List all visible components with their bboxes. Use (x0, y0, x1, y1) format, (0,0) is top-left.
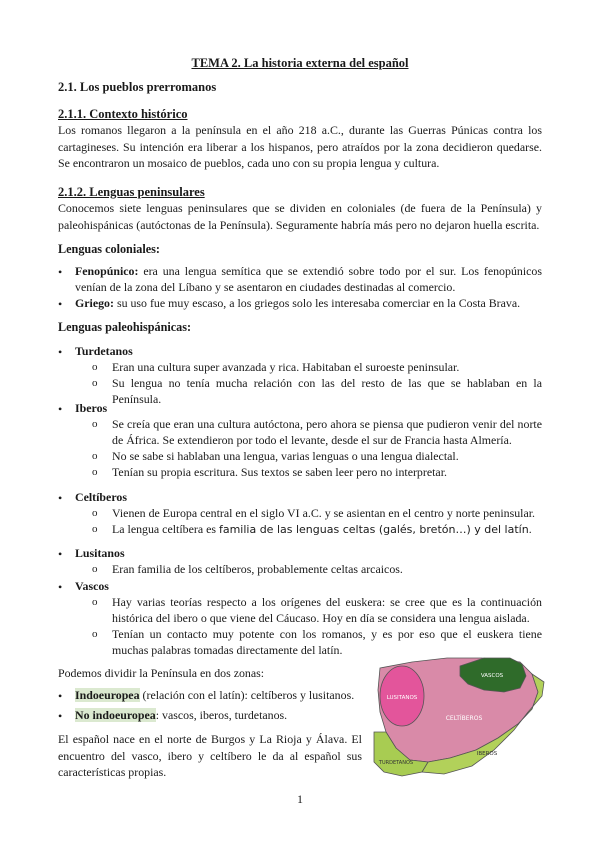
circle-bullet-icon: o (92, 628, 98, 640)
vascos-item: Hay varias teorías respecto a los orígenes del euskera: se cree que es la continuación histórica del ibero o que viene del Cáucaso. Hoy en día se considera una lengua aislada. (112, 595, 542, 626)
circle-bullet-icon: o (92, 523, 98, 535)
list-item-fenopunico (75, 263, 542, 295)
lenguas-paragraph (58, 200, 542, 233)
celtiberos-period: . (528, 522, 532, 536)
bullet-icon: • (58, 689, 63, 703)
bullet-icon: • (58, 297, 63, 311)
iberos-item: Tenían su propia escritura. Sus textos se saben leer pero no interpretar. (112, 465, 447, 479)
zona-no-indoeuropea (75, 707, 365, 723)
circle-bullet-icon: o (92, 507, 98, 519)
vascos-item: Tenían un contacto muy potente con los romanos, y es por eso que el euskera tiene muchas palabras tomadas directamente del latín. (112, 627, 542, 658)
indoeuropea-text: (relación con el latín): celtíberos y lusitanos. (139, 688, 355, 702)
lusitanos-item: Eran familia de los celtíberos, probablemente celtas arcaicos. (112, 562, 403, 576)
zona-indoeuropea (75, 687, 365, 703)
closing-paragraph: El español nace en el norte de Burgos y La Rioja y Álava. El encuentro del vasco, ibero y celtíbero le da al español sus características propias. (58, 732, 362, 779)
bullet-icon: • (58, 547, 63, 561)
map-label-turdetanos: TURDETANOS (378, 760, 414, 766)
circle-bullet-icon: o (92, 450, 98, 462)
bullet-icon: • (58, 491, 63, 505)
lenguas-line: Conocemos siete lenguas peninsulares que se dividen en coloniales (de fuera de la Península) y (58, 201, 542, 215)
text-griego: su uso fue muy escaso, a los griegos solo les interesaba comerciar en la Costa Brava. (113, 296, 521, 310)
contexto-line: Los romanos llegaron a la península en el año 218 a.C., durante las Guerras Púnicas contra los (58, 123, 542, 137)
bullet-icon: • (58, 345, 63, 359)
lenguas-heading: 2.1.2. Lenguas peninsulares (58, 185, 205, 199)
term-griego: Griego: (75, 296, 114, 310)
list-item-griego (75, 295, 542, 311)
no-indoeuropea-term: No indoeuropea (75, 708, 156, 722)
celtiberos-item: Vienen de Europa central en el siglo VI a.C. y se asientan en el centro y norte peninsular. (112, 506, 536, 520)
celtiberos-item (112, 521, 542, 538)
lusitanos-label: Lusitanos (75, 546, 125, 560)
section-heading: 2.1. Los pueblos prerromanos (58, 80, 217, 94)
contexto-line: Se encontraron un mosaico de pueblos, cada uno con su propia lengua y cultura. (58, 156, 440, 170)
iberos-item: No se sabe si hablaban una lengua, varias lenguas o una lengua dialectal. (112, 449, 459, 463)
circle-bullet-icon: o (92, 466, 98, 478)
page-number: 1 (297, 792, 303, 806)
celtiberos-family-text: familia de las lenguas celtas (galés, bretón…) y del latín (218, 523, 529, 536)
circle-bullet-icon: o (92, 361, 98, 373)
bullet-icon: • (58, 580, 63, 594)
coloniales-heading: Lenguas coloniales: (58, 242, 160, 256)
map-label-iberos: IBEROS (476, 751, 498, 757)
term-fenopunico: Fenopúnico: (75, 264, 139, 278)
circle-bullet-icon: o (92, 596, 98, 608)
bullet-icon: • (58, 265, 63, 279)
contexto-paragraph (58, 122, 542, 172)
pre-roman-peoples-map (372, 654, 547, 779)
celtiberos-label: Celtíberos (75, 490, 127, 504)
turdetanos-label: Turdetanos (75, 344, 133, 358)
no-indoeuropea-text: : vascos, iberos, turdetanos. (155, 708, 288, 722)
contexto-heading: 2.1.1. Contexto histórico (58, 107, 188, 121)
bullet-icon: • (58, 402, 63, 416)
zonas-intro: Podemos dividir la Península en dos zonas: (58, 666, 265, 680)
document-title: TEMA 2. La historia externa del español (191, 56, 409, 70)
turdetanos-item: Su lengua no tenía mucha relación con las del resto de las que se hablaban en la Península. (112, 376, 542, 407)
turdetanos-item: Eran una cultura super avanzada y rica. Habitaban el suroeste peninsular. (112, 360, 460, 374)
lenguas-line: paleohispánicas (autóctonas de la Península). Seguramente habría más pero no dejaron huella escrita. (58, 217, 540, 232)
iberos-label: Iberos (75, 401, 108, 415)
indoeuropea-term: Indoeuropea (75, 688, 140, 702)
bullet-icon: • (58, 709, 63, 723)
vascos-label: Vascos (75, 579, 109, 593)
map-label-vascos: VASCOS (480, 673, 504, 679)
paleo-heading: Lenguas paleohispánicas: (58, 320, 192, 334)
contexto-line: cartagineses. Su intención era liberar a los hispanos, pero atraídos por la zona decidieron quedarse. (58, 139, 542, 154)
celtiberos-text: La lengua celtíbera es (112, 522, 219, 536)
circle-bullet-icon: o (92, 377, 98, 389)
text-fenopunico: era una lengua semítica que se extendió sobre todo por el sur. Los fenopúnicos venían de la zona del Líbano y se asentaron en ciudades destinadas al comercio. (75, 264, 542, 295)
circle-bullet-icon: o (92, 418, 98, 430)
map-label-lusitanos: LUSITANOS (386, 695, 418, 701)
map-label-celtiberos: CELTÍBEROS (445, 715, 483, 722)
iberos-item: Se creía que eran una cultura autóctona, pero ahora se piensa que pudieron venir del norte de África. Se extendieron por todo el levante, desde el sur de Francia hasta Almería. (112, 417, 542, 448)
circle-bullet-icon: o (92, 563, 98, 575)
